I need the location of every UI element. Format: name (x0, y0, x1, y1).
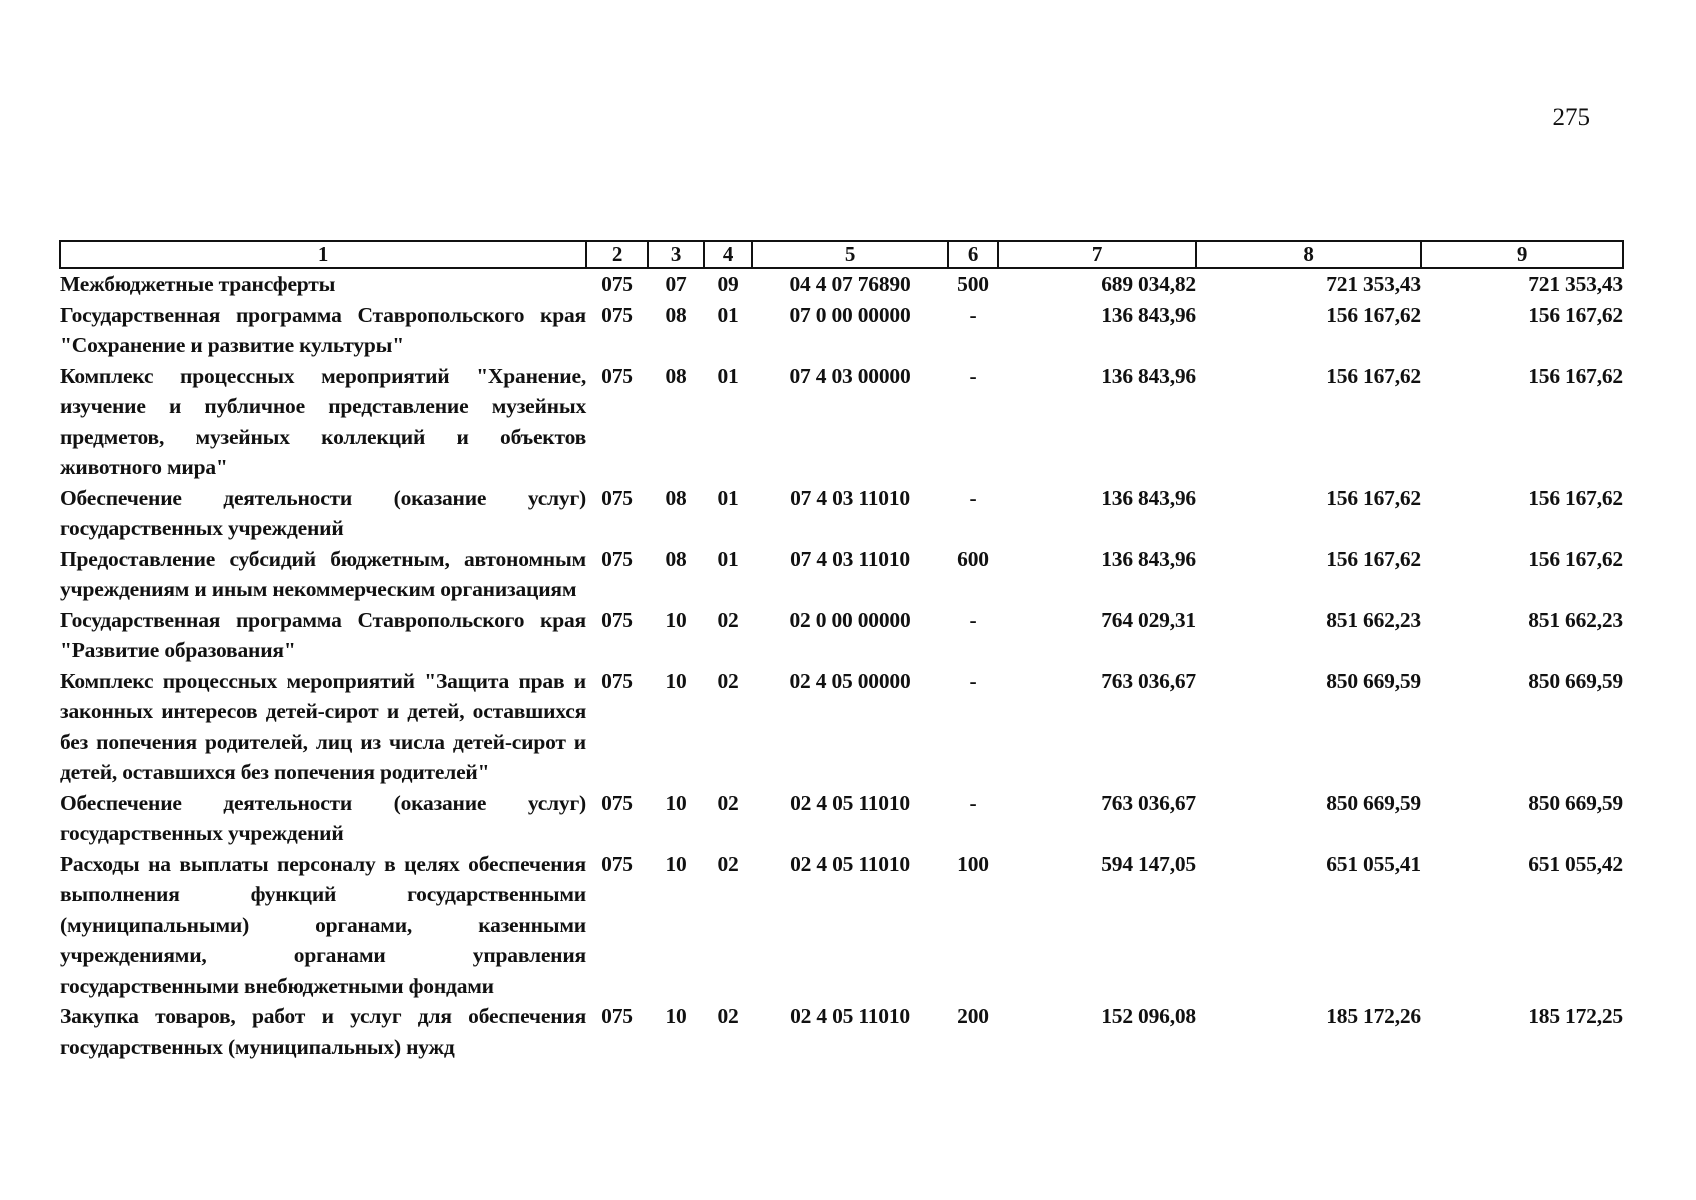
header-cell: 2 (586, 241, 648, 268)
cell-col9: 721 353,43 (1528, 272, 1623, 296)
cell-col2: 075 (601, 851, 633, 876)
cell-col6: 200 (957, 1004, 989, 1028)
cell-col4: 01 (717, 485, 739, 510)
cell-col4: 09 (717, 272, 739, 296)
cell-col4: 01 (717, 302, 739, 327)
cell-col2: 075 (601, 302, 633, 327)
cell-col2: 075 (601, 1004, 633, 1028)
cell-col6: 600 (957, 546, 989, 571)
cell-col9: 156 167,62 (1528, 485, 1623, 510)
header-cell: 1 (60, 241, 586, 268)
cell-col9: 850 669,59 (1528, 668, 1623, 693)
table-row (60, 300, 1623, 361)
cell-col4: 01 (717, 363, 739, 388)
cell-col3: 10 (665, 668, 687, 693)
cell-col7: 763 036,67 (1101, 790, 1196, 815)
table-row (60, 666, 1623, 788)
cell-col5: 02 4 05 00000 (789, 668, 911, 693)
row-name: Расходы на выплаты персоналу в целях обеспечения выполнения функций государственными (муниципальными) органами, казенными учреждениями, органами управления государственными внебюджетными фондами (60, 851, 586, 998)
header-cell: 8 (1196, 241, 1421, 268)
cell-col4: 02 (717, 1004, 739, 1028)
cell-col3: 07 (665, 272, 687, 296)
row-name: Государственная программа Ставропольского края "Сохранение и развитие культуры" (60, 302, 586, 357)
cell-col3: 10 (665, 1004, 687, 1028)
cell-col6: 100 (957, 851, 989, 876)
header-cell: 4 (704, 241, 752, 268)
table-row (60, 268, 1623, 300)
cell-col4: 02 (717, 668, 739, 693)
cell-col2: 075 (601, 485, 633, 510)
cell-col7: 764 029,31 (1101, 607, 1196, 632)
cell-col5: 07 4 03 11010 (790, 485, 910, 510)
cell-col8: 156 167,62 (1326, 363, 1421, 388)
cell-col9: 651 055,42 (1528, 851, 1623, 876)
cell-col9: 851 662,23 (1528, 607, 1623, 632)
row-name: Обеспечение деятельности (оказание услуг) государственных учреждений (60, 485, 586, 540)
cell-col3: 08 (665, 546, 687, 571)
cell-col2: 075 (601, 790, 633, 815)
cell-col6: - (969, 302, 977, 327)
cell-col3: 08 (665, 363, 687, 388)
cell-col7: 689 034,82 (1101, 272, 1196, 296)
cell-col8: 851 662,23 (1326, 607, 1421, 632)
row-name: Комплекс процессных мероприятий "Хранение, изучение и публичное представление музейных предметов, музейных коллекций и объектов животного мира" (60, 363, 586, 479)
cell-col6: - (969, 668, 977, 693)
cell-col6: - (969, 485, 977, 510)
cell-col5: 02 4 05 11010 (790, 790, 910, 815)
row-name: Предоставление субсидий бюджетным, автономным учреждениям и иным некоммерческим организациям (60, 546, 586, 601)
cell-col6: 500 (957, 272, 989, 296)
cell-col8: 156 167,62 (1326, 485, 1421, 510)
cell-col8: 156 167,62 (1326, 302, 1421, 327)
cell-col6: - (969, 607, 977, 632)
cell-col4: 01 (717, 546, 739, 571)
cell-col8: 651 055,41 (1326, 851, 1421, 876)
header-cell: 7 (998, 241, 1196, 268)
cell-col9: 185 172,25 (1528, 1004, 1623, 1028)
cell-col4: 02 (717, 607, 739, 632)
cell-col9: 850 669,59 (1528, 790, 1623, 815)
cell-col2: 075 (601, 668, 633, 693)
cell-col4: 02 (717, 790, 739, 815)
cell-col3: 08 (665, 302, 687, 327)
cell-col3: 10 (665, 607, 687, 632)
cell-col9: 156 167,62 (1528, 302, 1623, 327)
cell-col7: 152 096,08 (1101, 1004, 1196, 1028)
cell-col7: 136 843,96 (1101, 546, 1196, 571)
cell-col7: 594 147,05 (1101, 851, 1196, 876)
row-name: Обеспечение деятельности (оказание услуг) государственных учреждений (60, 790, 586, 845)
cell-col8: 156 167,62 (1326, 546, 1421, 571)
budget-table (59, 240, 1624, 1062)
cell-col5: 07 4 03 11010 (790, 546, 910, 571)
cell-col8: 850 669,59 (1326, 668, 1421, 693)
cell-col2: 075 (601, 546, 633, 571)
cell-col7: 136 843,96 (1101, 485, 1196, 510)
cell-col7: 763 036,67 (1101, 668, 1196, 693)
header-row (60, 241, 1623, 268)
cell-col8: 721 353,43 (1326, 272, 1421, 296)
header-cell: 5 (752, 241, 948, 268)
cell-col3: 10 (665, 790, 687, 815)
cell-col2: 075 (601, 363, 633, 388)
cell-col4: 02 (717, 851, 739, 876)
cell-col2: 075 (601, 272, 633, 296)
table-row (60, 1001, 1623, 1062)
table-row (60, 544, 1623, 605)
cell-col3: 08 (665, 485, 687, 510)
cell-col9: 156 167,62 (1528, 363, 1623, 388)
cell-col2: 075 (601, 607, 633, 632)
cell-col6: - (969, 790, 977, 815)
cell-col7: 136 843,96 (1101, 363, 1196, 388)
cell-col5: 02 0 00 00000 (789, 607, 911, 632)
cell-col8: 185 172,26 (1326, 1004, 1421, 1028)
cell-col5: 02 4 05 11010 (790, 851, 910, 876)
header-cell: 3 (648, 241, 704, 268)
cell-col5: 07 4 03 00000 (789, 363, 911, 388)
table-row (60, 849, 1623, 1002)
table-row (60, 605, 1623, 666)
cell-col9: 156 167,62 (1528, 546, 1623, 571)
table-row (60, 788, 1623, 849)
cell-col6: - (969, 363, 977, 388)
cell-col5: 02 4 05 11010 (790, 1004, 910, 1028)
cell-col8: 850 669,59 (1326, 790, 1421, 815)
row-name: Государственная программа Ставропольского края "Развитие образования" (60, 607, 586, 662)
row-name: Комплекс процессных мероприятий "Защита прав и законных интересов детей-сирот и детей, оставшихся без попечения родителей, лиц из числа детей-сирот и детей, оставшихся без попечения родителей" (60, 668, 586, 784)
row-name: Межбюджетные трансферты (60, 272, 336, 296)
table-row (60, 361, 1623, 483)
cell-col5: 07 0 00 00000 (789, 302, 911, 327)
page-number: 275 (1552, 104, 1590, 131)
cell-col3: 10 (665, 851, 687, 876)
header-cell: 9 (1421, 241, 1623, 268)
table-row (60, 483, 1623, 544)
cell-col5: 04 4 07 76890 (789, 272, 911, 296)
row-name: Закупка товаров, работ и услуг для обеспечения государственных (муниципальных) нужд (60, 1004, 586, 1059)
header-cell: 6 (948, 241, 998, 268)
cell-col7: 136 843,96 (1101, 302, 1196, 327)
